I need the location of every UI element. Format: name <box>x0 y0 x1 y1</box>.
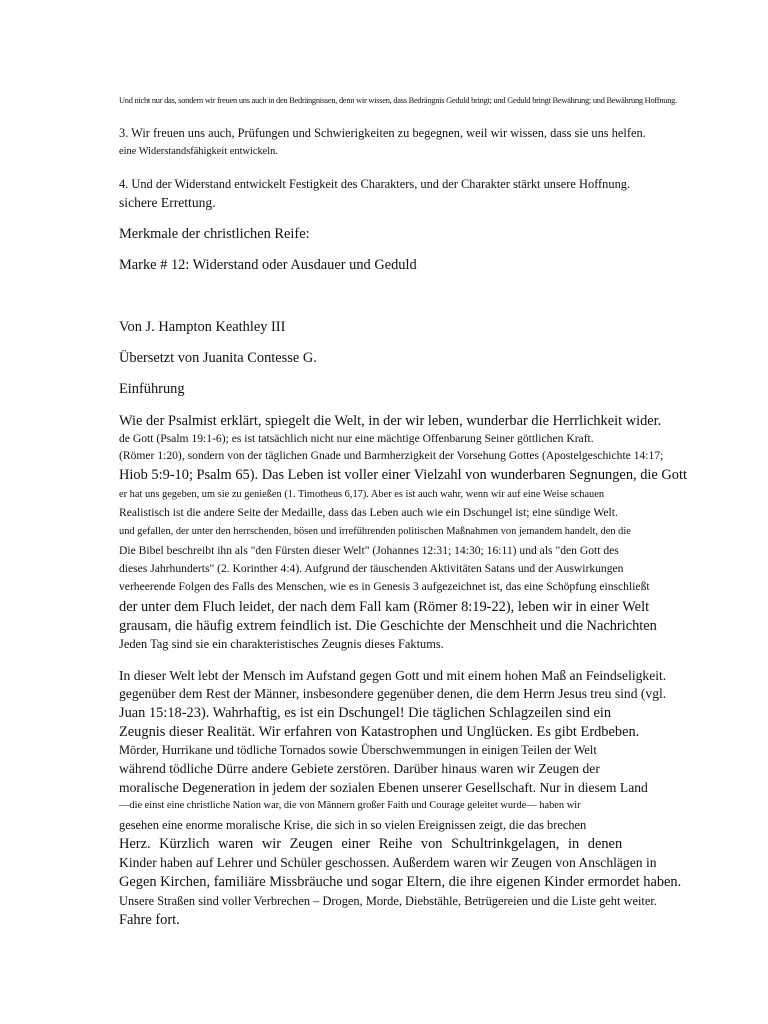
paragraph-2-line: gesehen eine enorme moralische Krise, die sich in so vielen Ereignissen zeigt, die das brechen <box>119 818 587 832</box>
paragraph-1-line: (Römer 1:20), sondern von der täglichen Gnade und Barmherzigkeit der Vorsehung Gottes (Apostelgeschichte 14:17; <box>119 449 664 462</box>
paragraph-1-line: Realistisch ist die andere Seite der Medaille, dass das Leben auch wie ein Dschungel ist; eine sündige Welt. <box>119 506 618 519</box>
section-heading: Einführung <box>119 381 185 397</box>
paragraph-2-line: Kinder haben auf Lehrer und Schüler geschossen. Außerdem waren wir Zeugen von Anschlägen in <box>119 855 657 870</box>
paragraph-1-line: er hat uns gegeben, um sie zu genießen (1. Timotheus 6,17). Aber es ist auch wahr, wenn wir auf eine Weise schauen <box>119 489 605 500</box>
paragraph-2-line: Unsere Straßen sind voller Verbrechen – Drogen, Morde, Diebstähle, Betrügereien und die Liste geht weiter. <box>119 894 657 908</box>
paragraph-1-line: grausam, die häufig extrem feindlich ist. Die Geschichte der Menschheit und die Nachrichten <box>119 618 657 634</box>
paragraph-1-line: de Gott (Psalm 19:1-6); es ist tatsächlich nicht nur eine mächtige Offenbarung Seiner göttlichen Kraft. <box>119 432 594 445</box>
paragraph-2-line: Zeugnis dieser Realität. Wir erfahren von Katastrophen und Unglücken. Es gibt Erdbeben. <box>119 724 640 740</box>
point-3-line: 3. Wir freuen uns auch, Prüfungen und Schwierigkeiten zu begegnen, weil wir wissen, dass sie uns helfen. <box>119 126 646 140</box>
paragraph-2-line: In dieser Welt lebt der Mensch im Aufstand gegen Gott und mit einem hohen Maß an Feindseligkeit. <box>119 668 667 683</box>
intro-quote-line: Und nicht nur das, sondern wir freuen uns auch in den Bedrängnissen, denn wir wissen, dass Bedrängnis Geduld bringt; und Geduld bringt Bewährung; und Bewährung Hoffnung. <box>119 96 677 105</box>
paragraph-1-line: und gefallen, der unter den herrschenden, bösen und irreführenden politischen Maßnahmen von jemandem handelt, den die <box>119 526 631 537</box>
paragraph-2-line: Juan 15:18-23). Wahrhaftig, es ist ein Dschungel! Die täglichen Schlagzeilen sind ein <box>119 705 612 721</box>
paragraph-1-line: Jeden Tag sind sie ein charakteristisches Zeugnis dieses Faktums. <box>119 637 444 651</box>
point-3-continuation: eine Widerstandsfähigkeit entwickeln. <box>119 146 278 157</box>
author-line: Von J. Hampton Keathley III <box>119 319 286 335</box>
paragraph-2-line: Herz. Kürzlich waren wir Zeugen einer Reihe von Schultrinkgelagen, in denen <box>119 836 623 852</box>
series-heading: Merkmale der christlichen Reife: <box>119 226 310 242</box>
paragraph-2-line: gegenüber dem Rest der Männer, insbesondere gegenüber denen, die dem Herrn Jesus treu sind (vgl. <box>119 686 667 701</box>
paragraph-1-line: Wie der Psalmist erklärt, spiegelt die Welt, in der wir leben, wunderbar die Herrlichkeit wider. <box>119 413 662 429</box>
paragraph-2-line: moralische Degeneration in jedem der sozialen Ebenen unserer Gesellschaft. Nur in diesem Land <box>119 780 648 795</box>
paragraph-2-line: Gegen Kirchen, familiäre Missbräuche und sogar Eltern, die ihre eigenen Kinder ermordet haben. <box>119 874 682 890</box>
translator-line: Übersetzt von Juanita Contesse G. <box>119 350 317 366</box>
paragraph-1-line: verheerende Folgen des Falls des Menschen, wie es in Genesis 3 aufgezeichnet ist, das eine Schöpfung einschließt <box>119 580 650 593</box>
paragraph-1-line: der unter dem Fluch leidet, der nach dem Fall kam (Römer 8:19-22), leben wir in einer Welt <box>119 599 650 615</box>
paragraph-2-line: Mörder, Hurrikane und tödliche Tornados sowie Überschwemmungen in einigen Teilen der Welt <box>119 743 597 757</box>
paragraph-2-line: Fahre fort. <box>119 912 180 928</box>
paragraph-1-line: Die Bibel beschreibt ihn als "den Fürsten dieser Welt" (Johannes 12:31; 14:30; 16:11) und als "den Gott des <box>119 544 619 557</box>
paragraph-1-line: Hiob 5:9-10; Psalm 65). Das Leben ist voller einer Vielzahl von wunderbaren Segnungen, die Gott <box>119 467 687 483</box>
point-4-line: 4. Und der Widerstand entwickelt Festigkeit des Charakters, und der Charakter stärkt unsere Hoffnung. <box>119 177 631 191</box>
mark-title: Marke # 12: Widerstand oder Ausdauer und Geduld <box>119 257 417 273</box>
paragraph-1-line: dieses Jahrhunderts" (2. Korinther 4:4). Aufgrund der täuschenden Aktivitäten Satans und der Auswirkungen <box>119 562 624 575</box>
paragraph-2-line: während tödliche Dürre andere Gebiete zerstören. Darüber hinaus waren wir Zeugen der <box>119 761 600 776</box>
point-4-continuation: sichere Errettung. <box>119 195 216 210</box>
paragraph-2-line: —die einst eine christliche Nation war, die von Männern großer Faith und Courage geleitet wurde— haben wir <box>119 800 581 811</box>
